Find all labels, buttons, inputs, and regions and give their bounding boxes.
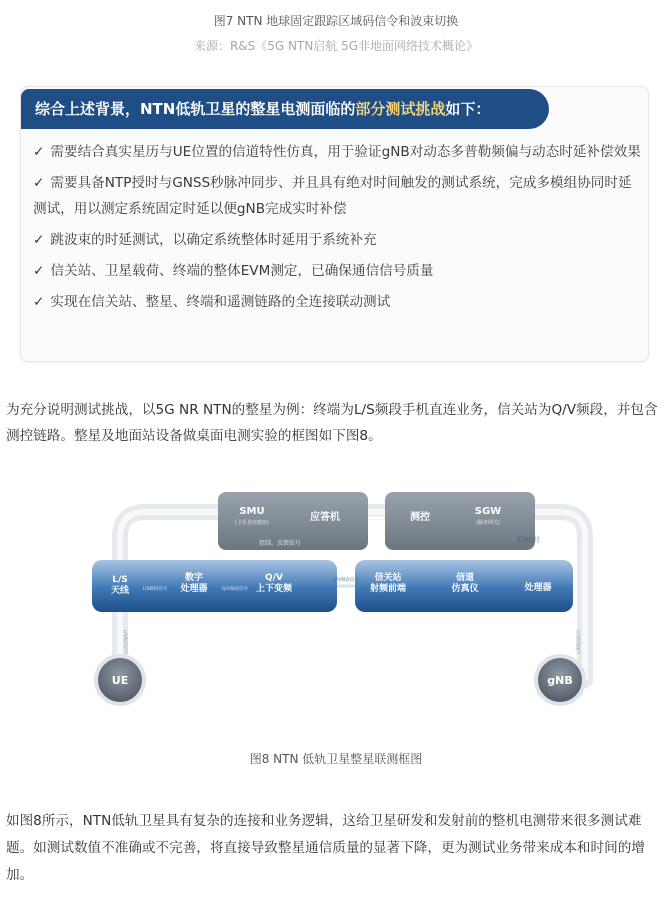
link-qv-label: Q/V频段信号 (221, 587, 249, 592)
smu-label: SMU (239, 506, 265, 517)
challenge-text: 需要结合真实星历与UE位置的信道特性仿真，用于验证gNB对动态多普勒频偏与动态时延补偿效果 (50, 144, 641, 160)
digital-processor-label: 数字处理器 (180, 573, 208, 594)
intro-paragraph: 为充分说明测试挑战，以5G NR NTN的整星为例：终端为L/S频段手机直连业务，信关站为Q/V频段，并包含测控链路。整星及地面站设备做桌面电测实验的框图如下图8。 (6, 402, 658, 444)
challenge-item (33, 258, 641, 284)
ttc-group-box (385, 492, 535, 550)
challenge-list (33, 139, 641, 320)
gnb-label: gNB (547, 674, 573, 687)
link-ls-vertical-label: L/S频段信号 (122, 629, 127, 655)
processor-label: 处理器 (524, 583, 552, 593)
check-icon: ✓ (33, 175, 45, 191)
banner-prefix: 综合上述背景，NTN低轨卫星的整星电测面临的 (35, 100, 356, 118)
satellite-test-diagram (80, 482, 600, 707)
check-icon: ✓ (33, 263, 45, 279)
challenge-text: 跳波束的时延测试，以确定系统整体时延用于系统补充 (50, 232, 377, 248)
sgw-label: SGW (474, 506, 502, 517)
challenges-banner (21, 89, 549, 129)
challenges-card (20, 86, 649, 362)
banner-suffix: 如下： (445, 100, 491, 118)
banner-highlight: 部分测试挑战 (355, 100, 446, 118)
sgw-sub-label: (服务网关) (476, 520, 500, 526)
smu-sub-label: (卫星星座模拟) (235, 520, 269, 526)
figure8-caption: 图8 NTN 低轨卫星整星联测框图 (249, 752, 423, 766)
ls-antenna-label: L/S 天线 (110, 575, 130, 596)
challenge-text: 信关站、卫星载荷、终端的整体EVM测定，已确保通信信号质量 (50, 263, 434, 279)
challenge-item (33, 139, 641, 165)
ttc-label: 测控 (410, 512, 430, 523)
link-qv2-label: Q/V频段信号 (332, 578, 360, 583)
check-icon: ✓ (33, 144, 45, 160)
figure7-caption: 图7 NTN 地球固定跟踪区域码信令和波束切换 (213, 14, 459, 28)
responder-label: 应答机 (310, 512, 340, 523)
qv-converter-label: Q/V 上下变频 (255, 573, 293, 594)
control-feedback-label: 控制、反馈信号 (258, 540, 302, 547)
figure7-source: 来源：R&S《5G NTN启航 5G非地面网络技术概论》 (193, 39, 479, 53)
analysis-paragraph: 如图8所示，NTN低轨卫星具有复杂的连接和业务逻辑，这给卫星研发和发射前的整机电测带来很多测试难题。如测试数值不准确或不完善，将直接导致整星通信质量的显著下降，更为测试业务带来成本和时间的增加。 (6, 813, 645, 883)
check-icon: ✓ (33, 294, 45, 310)
telemetry-label: 遥测信号 (515, 537, 541, 544)
challenge-text: 实现在信关站、整星、终端和遥测链路的全连接联动测试 (50, 294, 391, 310)
challenge-item (33, 170, 641, 222)
gateway-rf-label: 信关站射频前端 (369, 573, 407, 594)
link-ls-vertical-label-2: L/S频段信号 (577, 629, 582, 655)
challenge-item (33, 289, 641, 315)
ue-label: UE (111, 674, 129, 687)
check-icon: ✓ (33, 232, 45, 248)
challenge-item (33, 227, 641, 253)
link-ls-label: L/S频段信号 (142, 587, 168, 592)
challenge-text: 需要具备NTP授时与GNSS秒脉冲同步、并且具有绝对时间触发的测试系统，完成多模组协同时延测试，用以测定系统固定时延以便gNB完成实时补偿 (33, 175, 632, 217)
channel-emulator-label: 信道仿真仪 (451, 573, 479, 594)
